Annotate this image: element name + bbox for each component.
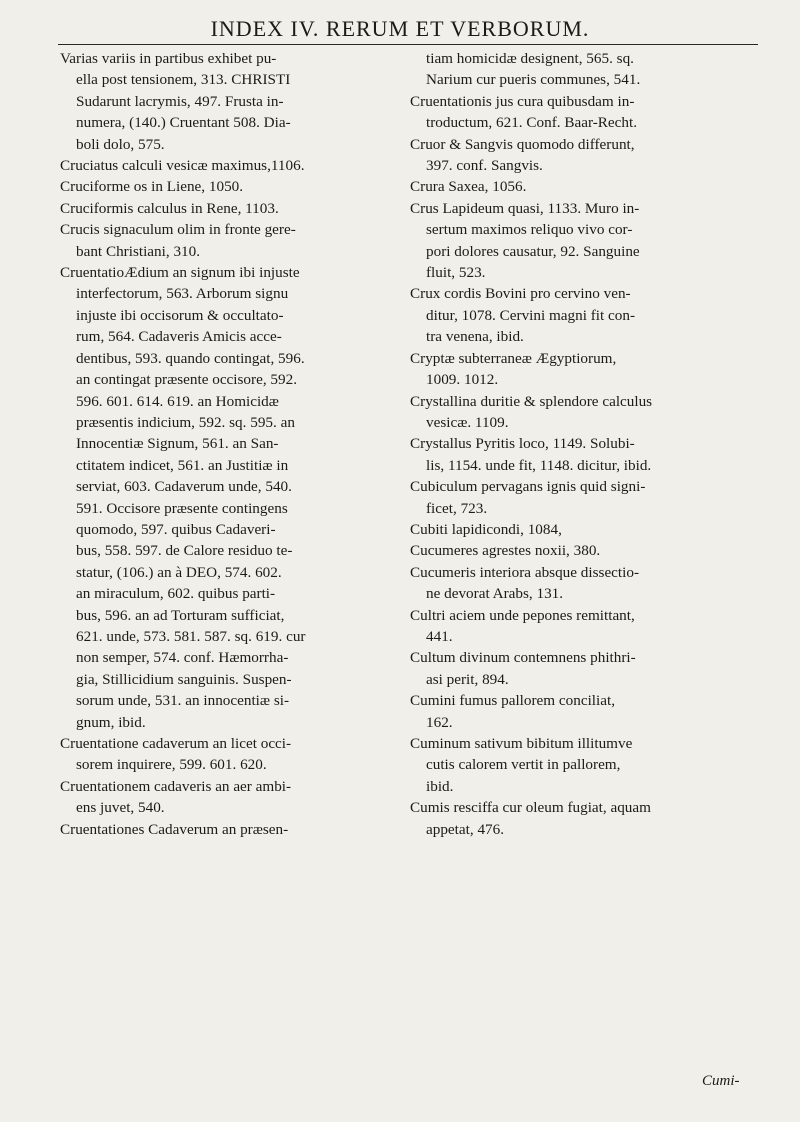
index-line: CruentatioÆdium an signum ibi injuste: [60, 264, 300, 282]
index-line: ditur, 1078. Cervini magni fit con-: [426, 306, 636, 324]
index-line: 596. 601. 614. 619. an Homicidæ: [76, 392, 279, 410]
index-line: numera, (140.) Cruentant 508. Dia-: [76, 114, 291, 132]
index-line: 441.: [426, 627, 453, 645]
index-line: statur, (106.) an à DEO, 574. 602.: [76, 563, 282, 581]
index-line: sertum maximos reliquo vivo cor-: [426, 221, 633, 239]
index-line: Cucumeris interiora absque dissectio-: [410, 563, 640, 581]
index-line: ens juvet, 540.: [76, 799, 165, 817]
index-line: Cumis resciffa cur oleum fugiat, aquam: [410, 799, 651, 817]
index-line: Cruciatus calculi vesicæ maximus,1106.: [60, 157, 305, 175]
index-line: bus, 596. an ad Torturam sufficiat,: [76, 606, 285, 624]
index-line: Cruor & Sangvis quomodo differunt,: [410, 135, 635, 153]
index-line: Narium cur pueris communes, 541.: [426, 71, 641, 89]
index-line: sorem inquirere, 599. 601. 620.: [76, 756, 267, 774]
index-line: Cruciforme os in Liene, 1050.: [60, 178, 244, 196]
index-line: dentibus, 593. quando contingat, 596.: [76, 349, 305, 367]
index-line: Cucumeres agrestes noxii, 380.: [410, 542, 601, 560]
index-line: quomodo, 597. quibus Cadaveri-: [76, 520, 276, 538]
index-line: pori dolores causatur, 92. Sanguine: [426, 242, 640, 260]
index-line: Crystallus Pyritis loco, 1149. Solubi-: [410, 435, 635, 453]
index-line: 397. conf. Sangvis.: [426, 157, 543, 175]
index-line: bant Christiani, 310.: [76, 242, 201, 260]
header-rule: [58, 44, 758, 45]
index-line: serviat, 603. Cadaverum unde, 540.: [76, 478, 292, 496]
index-line: 621. unde, 573. 581. 587. sq. 619. cur: [76, 627, 306, 645]
index-line: præsentis indicium, 592. sq. 595. an: [76, 413, 295, 431]
index-line: ficet, 723.: [426, 499, 488, 517]
index-line: an contingat præsente occisore, 592.: [76, 371, 297, 389]
index-line: lis, 1154. unde fit, 1148. dicitur, ibid.: [426, 456, 652, 474]
page-header: INDEX IV. RERUM ET VERBORUM.: [210, 16, 590, 41]
index-line: Crus Lapideum quasi, 1133. Muro in-: [410, 199, 640, 217]
index-line: fluit, 523.: [426, 264, 486, 282]
index-line: 162.: [426, 713, 453, 731]
index-line: Crura Saxea, 1056.: [410, 178, 527, 196]
index-line: sorum unde, 531. an innocentiæ si-: [76, 692, 290, 710]
index-line: 1009. 1012.: [426, 371, 499, 389]
index-line: ctitatem indicet, 561. an Justitiæ in: [76, 456, 289, 474]
index-line: Cumini fumus pallorem conciliat,: [410, 692, 615, 710]
index-line: Sudarunt lacrymis, 497. Frusta in-: [76, 92, 284, 110]
index-line: Cruentationes Cadaverum an præsen-: [60, 820, 289, 838]
index-line: Cruciformis calculus in Rene, 1103.: [60, 199, 279, 217]
index-line: Cryptæ subterraneæ Ægyptiorum,: [410, 349, 617, 367]
index-line: interfectorum, 563. Arborum signu: [76, 285, 289, 303]
index-line: ella post tensionem, 313. CHRISTI: [76, 71, 291, 89]
catchword: Cumi-: [702, 1073, 740, 1089]
index-line: gia, Stillicidium sanguinis. Suspen-: [76, 670, 292, 688]
index-line: an miraculum, 602. quibus parti-: [76, 585, 276, 603]
index-line: Cuminum sativum bibitum illitumve: [410, 735, 633, 752]
index-line: asi perit, 894.: [426, 670, 509, 688]
index-line: boli dolo, 575.: [76, 135, 165, 153]
index-line: non semper, 574. conf. Hæmorrha-: [76, 649, 289, 667]
index-line: troductum, 621. Conf. Baar-Recht.: [426, 114, 638, 132]
index-line: cutis calorem vertit in pallorem,: [426, 756, 621, 774]
index-line: Cruentatione cadaverum an licet occi-: [60, 735, 292, 752]
index-line: tiam homicidæ designent, 565. sq.: [426, 50, 634, 67]
index-line: Crux cordis Bovini pro cervino ven-: [410, 285, 631, 303]
index-line: gnum, ibid.: [76, 713, 146, 731]
index-line: Crystallina duritie & splendore calculus: [410, 392, 653, 410]
index-line: Crucis signaculum olim in fronte gere-: [60, 221, 296, 239]
index-line: rum, 564. Cadaveris Amicis acce-: [76, 328, 282, 346]
index-line: Innocentiæ Signum, 561. an San-: [76, 435, 279, 453]
index-line: Cubiculum pervagans ignis quid signi-: [410, 478, 646, 496]
index-line: ne devorat Arabs, 131.: [426, 585, 564, 603]
left-column: [60, 48, 398, 840]
index-line: Varias variis in partibus exhibet pu-: [60, 50, 277, 67]
index-line: Cruentationem cadaveris an aer ambi-: [60, 777, 292, 795]
index-line: Cruentationis jus cura quibusdam in-: [410, 92, 635, 110]
index-line: injuste ibi occisorum & occultato-: [76, 306, 284, 324]
index-line: tra venena, ibid.: [426, 328, 524, 346]
index-line: bus, 558. 597. de Calore residuo te-: [76, 542, 293, 560]
index-line: vesicæ. 1109.: [426, 413, 509, 431]
index-line: appetat, 476.: [426, 820, 505, 838]
index-line: Cultri aciem unde pepones remittant,: [410, 606, 635, 624]
index-line: 591. Occisore præsente contingens: [76, 499, 288, 517]
index-line: Cultum divinum contemnens phithri-: [410, 649, 636, 667]
index-line: Cubiti lapidicondi, 1084,: [410, 520, 562, 538]
right-column: [410, 48, 748, 840]
index-line: ibid.: [426, 777, 454, 795]
